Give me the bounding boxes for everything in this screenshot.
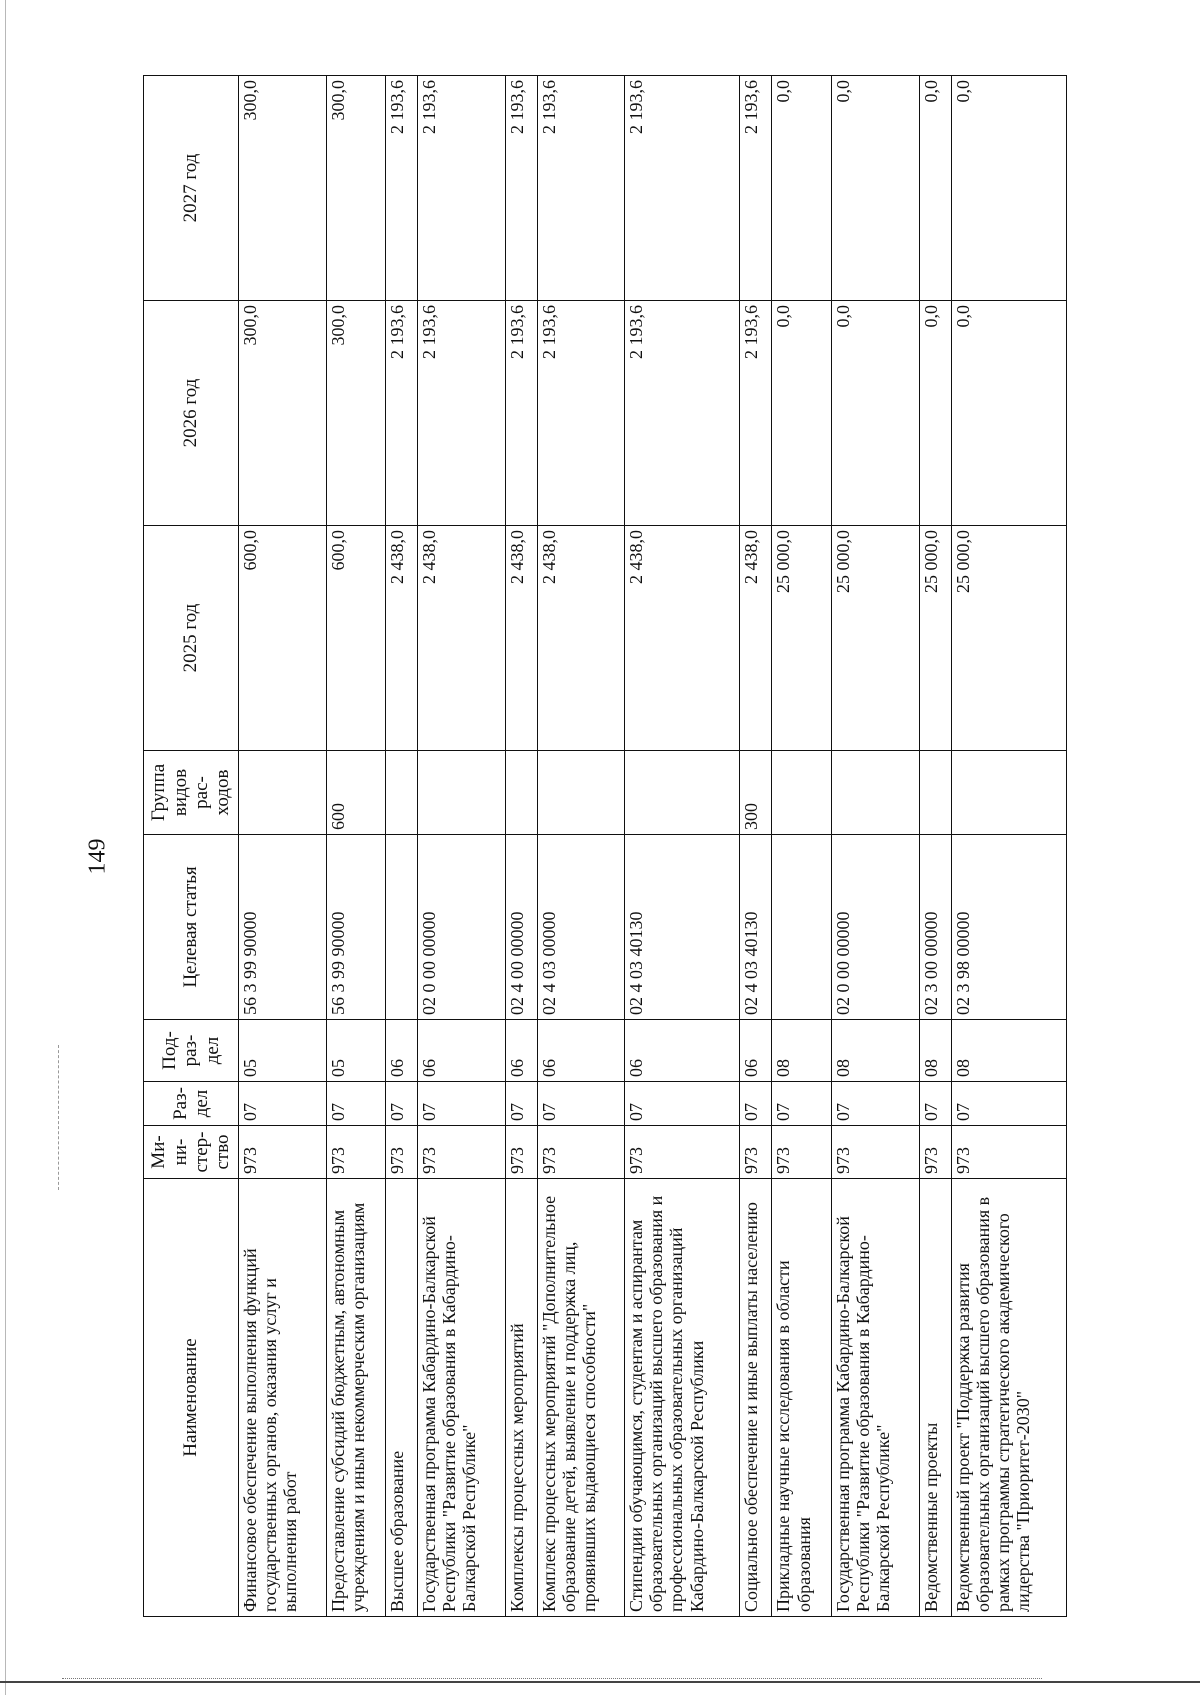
cell-ministry: 973 (919, 1126, 951, 1179)
table-header-row (144, 76, 239, 1617)
cell-expense-group (951, 751, 1066, 835)
table-row (505, 76, 537, 1617)
cell-section: 07 (386, 1082, 418, 1126)
table-row (326, 76, 386, 1617)
cell-ministry: 973 (625, 1126, 740, 1179)
cell-subsection: 06 (740, 1020, 772, 1082)
cell-year-2027: 2 193,6 (505, 76, 537, 301)
cell-name: Ведомственный проект "Поддержка развития образовательных организаций высшего образования в рамках программы стратегического академического лидерства "Приоритет-2030" (951, 1179, 1066, 1617)
cell-year-2025: 25 000,0 (951, 526, 1066, 751)
table-body (239, 76, 1067, 1617)
cell-year-2025: 25 000,0 (772, 526, 832, 751)
table-row (386, 76, 418, 1617)
cell-subsection: 06 (505, 1020, 537, 1082)
cell-year-2027: 0,0 (832, 76, 920, 301)
cell-year-2027: 0,0 (772, 76, 832, 301)
cell-name: Стипендии обучающимся, студентам и аспирантам образовательных организаций высшего образования и профессиональных образовательных организаций Кабардино-Балкарской Республики (625, 1179, 740, 1617)
cell-ministry: 973 (326, 1126, 386, 1179)
cell-year-2025: 2 438,0 (418, 526, 506, 751)
cell-year-2026: 0,0 (951, 301, 1066, 526)
cell-year-2027: 300,0 (239, 76, 327, 301)
cell-section: 07 (537, 1082, 625, 1126)
cell-year-2027: 2 193,6 (625, 76, 740, 301)
cell-section: 07 (418, 1082, 506, 1126)
cell-target-article (772, 835, 832, 1020)
cell-year-2025: 600,0 (239, 526, 327, 751)
cell-name: Прикладные научные исследования в области образования (772, 1179, 832, 1617)
cell-year-2025: 600,0 (326, 526, 386, 751)
cell-ministry: 973 (951, 1126, 1066, 1179)
cell-ministry: 973 (740, 1126, 772, 1179)
table-row (537, 76, 625, 1617)
cell-year-2025: 2 438,0 (386, 526, 418, 751)
cell-expense-group: 300 (740, 751, 772, 835)
cell-year-2026: 2 193,6 (537, 301, 625, 526)
cell-year-2025: 2 438,0 (625, 526, 740, 751)
cell-subsection: 06 (537, 1020, 625, 1082)
table-row (740, 76, 772, 1617)
cell-section: 07 (625, 1082, 740, 1126)
cell-ministry: 973 (239, 1126, 327, 1179)
cell-year-2027: 300,0 (326, 76, 386, 301)
scan-bottom-dots (62, 1678, 1042, 1680)
header-section: Раз-дел (144, 1082, 239, 1126)
table-row (625, 76, 740, 1617)
cell-name: Финансовое обеспечение выполнения функций государственных органов, оказания услуг и выполнения работ (239, 1179, 327, 1617)
header-year-2025: 2025 год (144, 526, 239, 751)
cell-target-article: 56 3 99 90000 (326, 835, 386, 1020)
cell-expense-group (919, 751, 951, 835)
cell-expense-group (537, 751, 625, 835)
table-row (772, 76, 832, 1617)
cell-subsection: 08 (951, 1020, 1066, 1082)
cell-section: 07 (832, 1082, 920, 1126)
page-number: 149 (84, 838, 111, 875)
cell-target-article: 02 3 98 00000 (951, 835, 1066, 1020)
cell-year-2026: 0,0 (772, 301, 832, 526)
cell-year-2026: 0,0 (919, 301, 951, 526)
budget-table-rotated (143, 76, 1067, 1617)
cell-target-article: 02 4 00 00000 (505, 835, 537, 1020)
cell-section: 07 (326, 1082, 386, 1126)
cell-name: Высшее образование (386, 1179, 418, 1617)
cell-subsection: 05 (239, 1020, 327, 1082)
cell-year-2027: 0,0 (951, 76, 1066, 301)
cell-year-2025: 25 000,0 (919, 526, 951, 751)
cell-name: Государственная программа Кабардино-Балкарской Республики "Развитие образования в Кабардино-Балкарской Республике" (832, 1179, 920, 1617)
cell-ministry: 973 (772, 1126, 832, 1179)
cell-name: Государственная программа Кабардино-Балкарской Республики "Развитие образования в Кабардино-Балкарской Республике" (418, 1179, 506, 1617)
cell-year-2026: 2 193,6 (625, 301, 740, 526)
header-target-article: Целевая статья (144, 835, 239, 1020)
table-row (951, 76, 1066, 1617)
cell-name: Предоставление субсидий бюджетным, автономным учреждениям и иным некоммерческим организациям (326, 1179, 386, 1617)
cell-target-article: 02 4 03 00000 (537, 835, 625, 1020)
cell-target-article: 02 3 00 00000 (919, 835, 951, 1020)
cell-target-article (386, 835, 418, 1020)
cell-expense-group (505, 751, 537, 835)
cell-year-2026: 0,0 (832, 301, 920, 526)
scan-bottom-edge-line (0, 1681, 1200, 1683)
cell-year-2025: 2 438,0 (537, 526, 625, 751)
cell-year-2027: 2 193,6 (740, 76, 772, 301)
cell-expense-group (386, 751, 418, 835)
budget-table (143, 75, 1067, 1617)
header-subsection: Под-раз-дел (144, 1020, 239, 1082)
cell-expense-group (625, 751, 740, 835)
cell-subsection: 06 (418, 1020, 506, 1082)
table-row (919, 76, 951, 1617)
cell-subsection: 06 (625, 1020, 740, 1082)
scan-dashed-mark (58, 1045, 60, 1190)
cell-ministry: 973 (537, 1126, 625, 1179)
cell-year-2026: 2 193,6 (505, 301, 537, 526)
cell-ministry: 973 (832, 1126, 920, 1179)
cell-year-2027: 2 193,6 (386, 76, 418, 301)
cell-target-article: 02 0 00 00000 (418, 835, 506, 1020)
cell-section: 07 (239, 1082, 327, 1126)
cell-name: Комплекс процессных мероприятий "Дополнительное образование детей, выявление и поддержка лиц, проявивших выдающиеся способности" (537, 1179, 625, 1617)
cell-expense-group (418, 751, 506, 835)
table-row (239, 76, 327, 1617)
cell-subsection: 08 (832, 1020, 920, 1082)
cell-name: Социальное обеспечение и иные выплаты населению (740, 1179, 772, 1617)
cell-subsection: 06 (386, 1020, 418, 1082)
table-row (418, 76, 506, 1617)
cell-expense-group: 600 (326, 751, 386, 835)
cell-subsection: 08 (919, 1020, 951, 1082)
cell-section: 07 (740, 1082, 772, 1126)
cell-subsection: 08 (772, 1020, 832, 1082)
cell-section: 07 (505, 1082, 537, 1126)
cell-year-2025: 25 000,0 (832, 526, 920, 751)
cell-expense-group (772, 751, 832, 835)
cell-year-2025: 2 438,0 (505, 526, 537, 751)
cell-year-2025: 2 438,0 (740, 526, 772, 751)
cell-section: 07 (919, 1082, 951, 1126)
cell-year-2026: 300,0 (326, 301, 386, 526)
cell-year-2026: 2 193,6 (740, 301, 772, 526)
header-ministry: Ми-ни-стер-ство (144, 1126, 239, 1179)
cell-name: Ведомственные проекты (919, 1179, 951, 1617)
scan-left-edge-line (5, 0, 6, 1695)
header-expense-group: Группа видов рас-ходов (144, 751, 239, 835)
cell-ministry: 973 (418, 1126, 506, 1179)
cell-target-article: 02 0 00 00000 (832, 835, 920, 1020)
cell-expense-group (239, 751, 327, 835)
cell-year-2026: 300,0 (239, 301, 327, 526)
header-year-2027: 2027 год (144, 76, 239, 301)
cell-expense-group (832, 751, 920, 835)
header-name: Наименование (144, 1179, 239, 1617)
cell-target-article: 02 4 03 40130 (740, 835, 772, 1020)
cell-section: 07 (772, 1082, 832, 1126)
table-row (832, 76, 920, 1617)
cell-year-2027: 2 193,6 (537, 76, 625, 301)
cell-year-2026: 2 193,6 (386, 301, 418, 526)
cell-subsection: 05 (326, 1020, 386, 1082)
cell-year-2027: 0,0 (919, 76, 951, 301)
cell-target-article: 56 3 99 90000 (239, 835, 327, 1020)
header-year-2026: 2026 год (144, 301, 239, 526)
cell-name: Комплексы процессных мероприятий (505, 1179, 537, 1617)
cell-section: 07 (951, 1082, 1066, 1126)
cell-year-2026: 2 193,6 (418, 301, 506, 526)
cell-year-2027: 2 193,6 (418, 76, 506, 301)
cell-ministry: 973 (386, 1126, 418, 1179)
cell-ministry: 973 (505, 1126, 537, 1179)
cell-target-article: 02 4 03 40130 (625, 835, 740, 1020)
